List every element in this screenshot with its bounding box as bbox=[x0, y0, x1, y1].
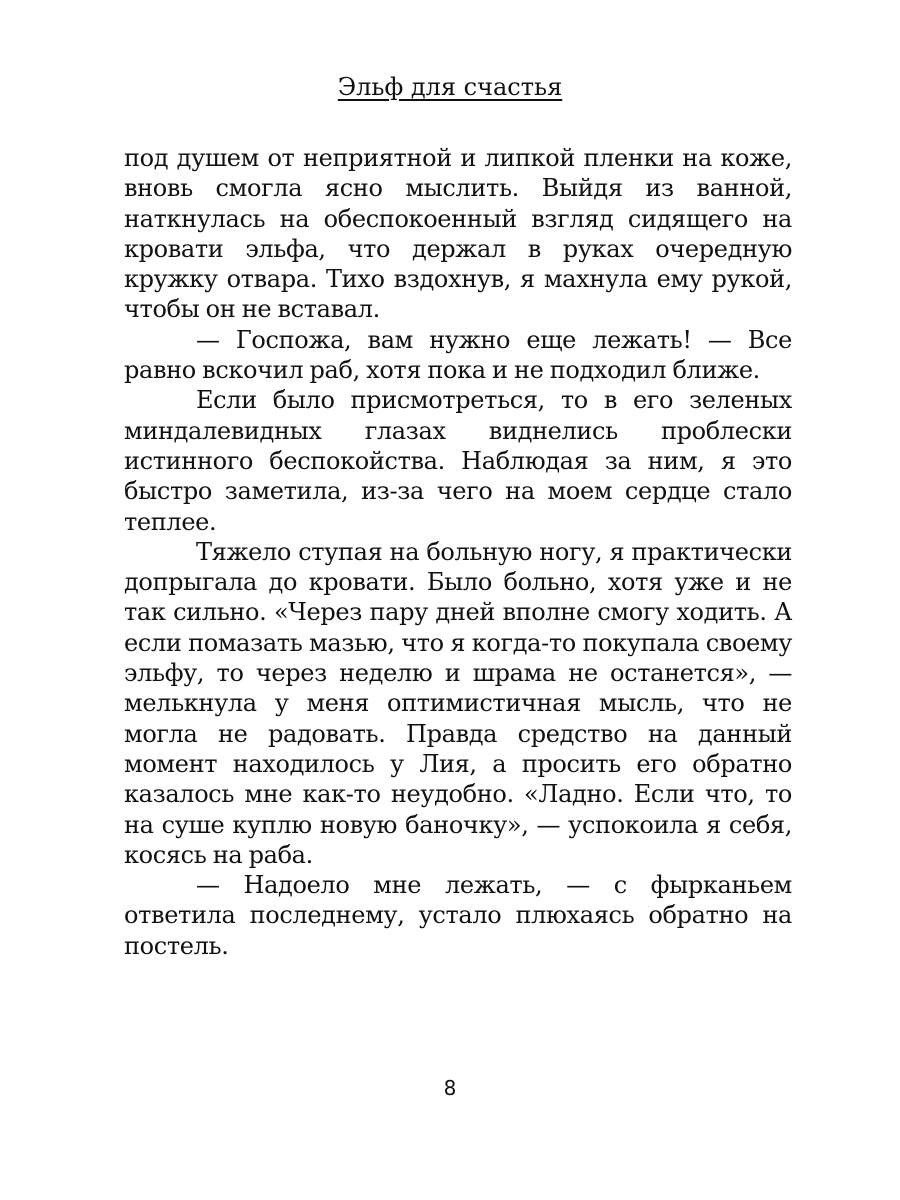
page-number: 8 bbox=[443, 1076, 457, 1100]
paragraph-dialogue-1: — Госпожа, вам нужно еще лежать! — Все равно вскочил раб, хотя пока и не подходил ближе. bbox=[124, 325, 792, 385]
paragraph-continuation: под душем от неприятной и липкой пленки на коже, вновь смогла ясно мыслить. Выйдя из ванной, наткнулась на обеспокоенный взгляд сидящего на кровати эльфа, что держал в руках очередную кружку отвара. Тихо вздохнув, я махнула ему рукой, чтобы он не вставал. bbox=[124, 144, 792, 324]
paragraph-dialogue-2: — Надоело мне лежать, — с фырканьем ответила последнему, устало плюхаясь обратно на постель. bbox=[124, 871, 792, 960]
paragraph: Если было присмотреться, то в его зеленых миндалевидных глазах виднелись проблески истинного беспокойства. Наблюдая за ним, я это быстро заметила, из-за чего на моем сердце стало теплее. bbox=[124, 386, 792, 536]
body-text bbox=[124, 143, 792, 961]
running-header-title: Эльф для счастья bbox=[337, 73, 563, 101]
paragraph: Тяжело ступая на больную ногу, я практически допрыгала до кровати. Было больно, хотя уже и не так сильно. «Через пару дней вполне смогу ходить. А если помазать мазью, что я когда-то покупала своему эльфу, то через неделю и шрама не останется», — мелькнула у меня оптимистичная мысль, что не могла не радовать. Правда средство на данный момент находилось у Лия, а просить его обратно казалось мне как-то неудобно. «Ладно. Если что, то на суше куплю новую баночку», — успокоила я себя, косясь на раба. bbox=[124, 537, 792, 869]
